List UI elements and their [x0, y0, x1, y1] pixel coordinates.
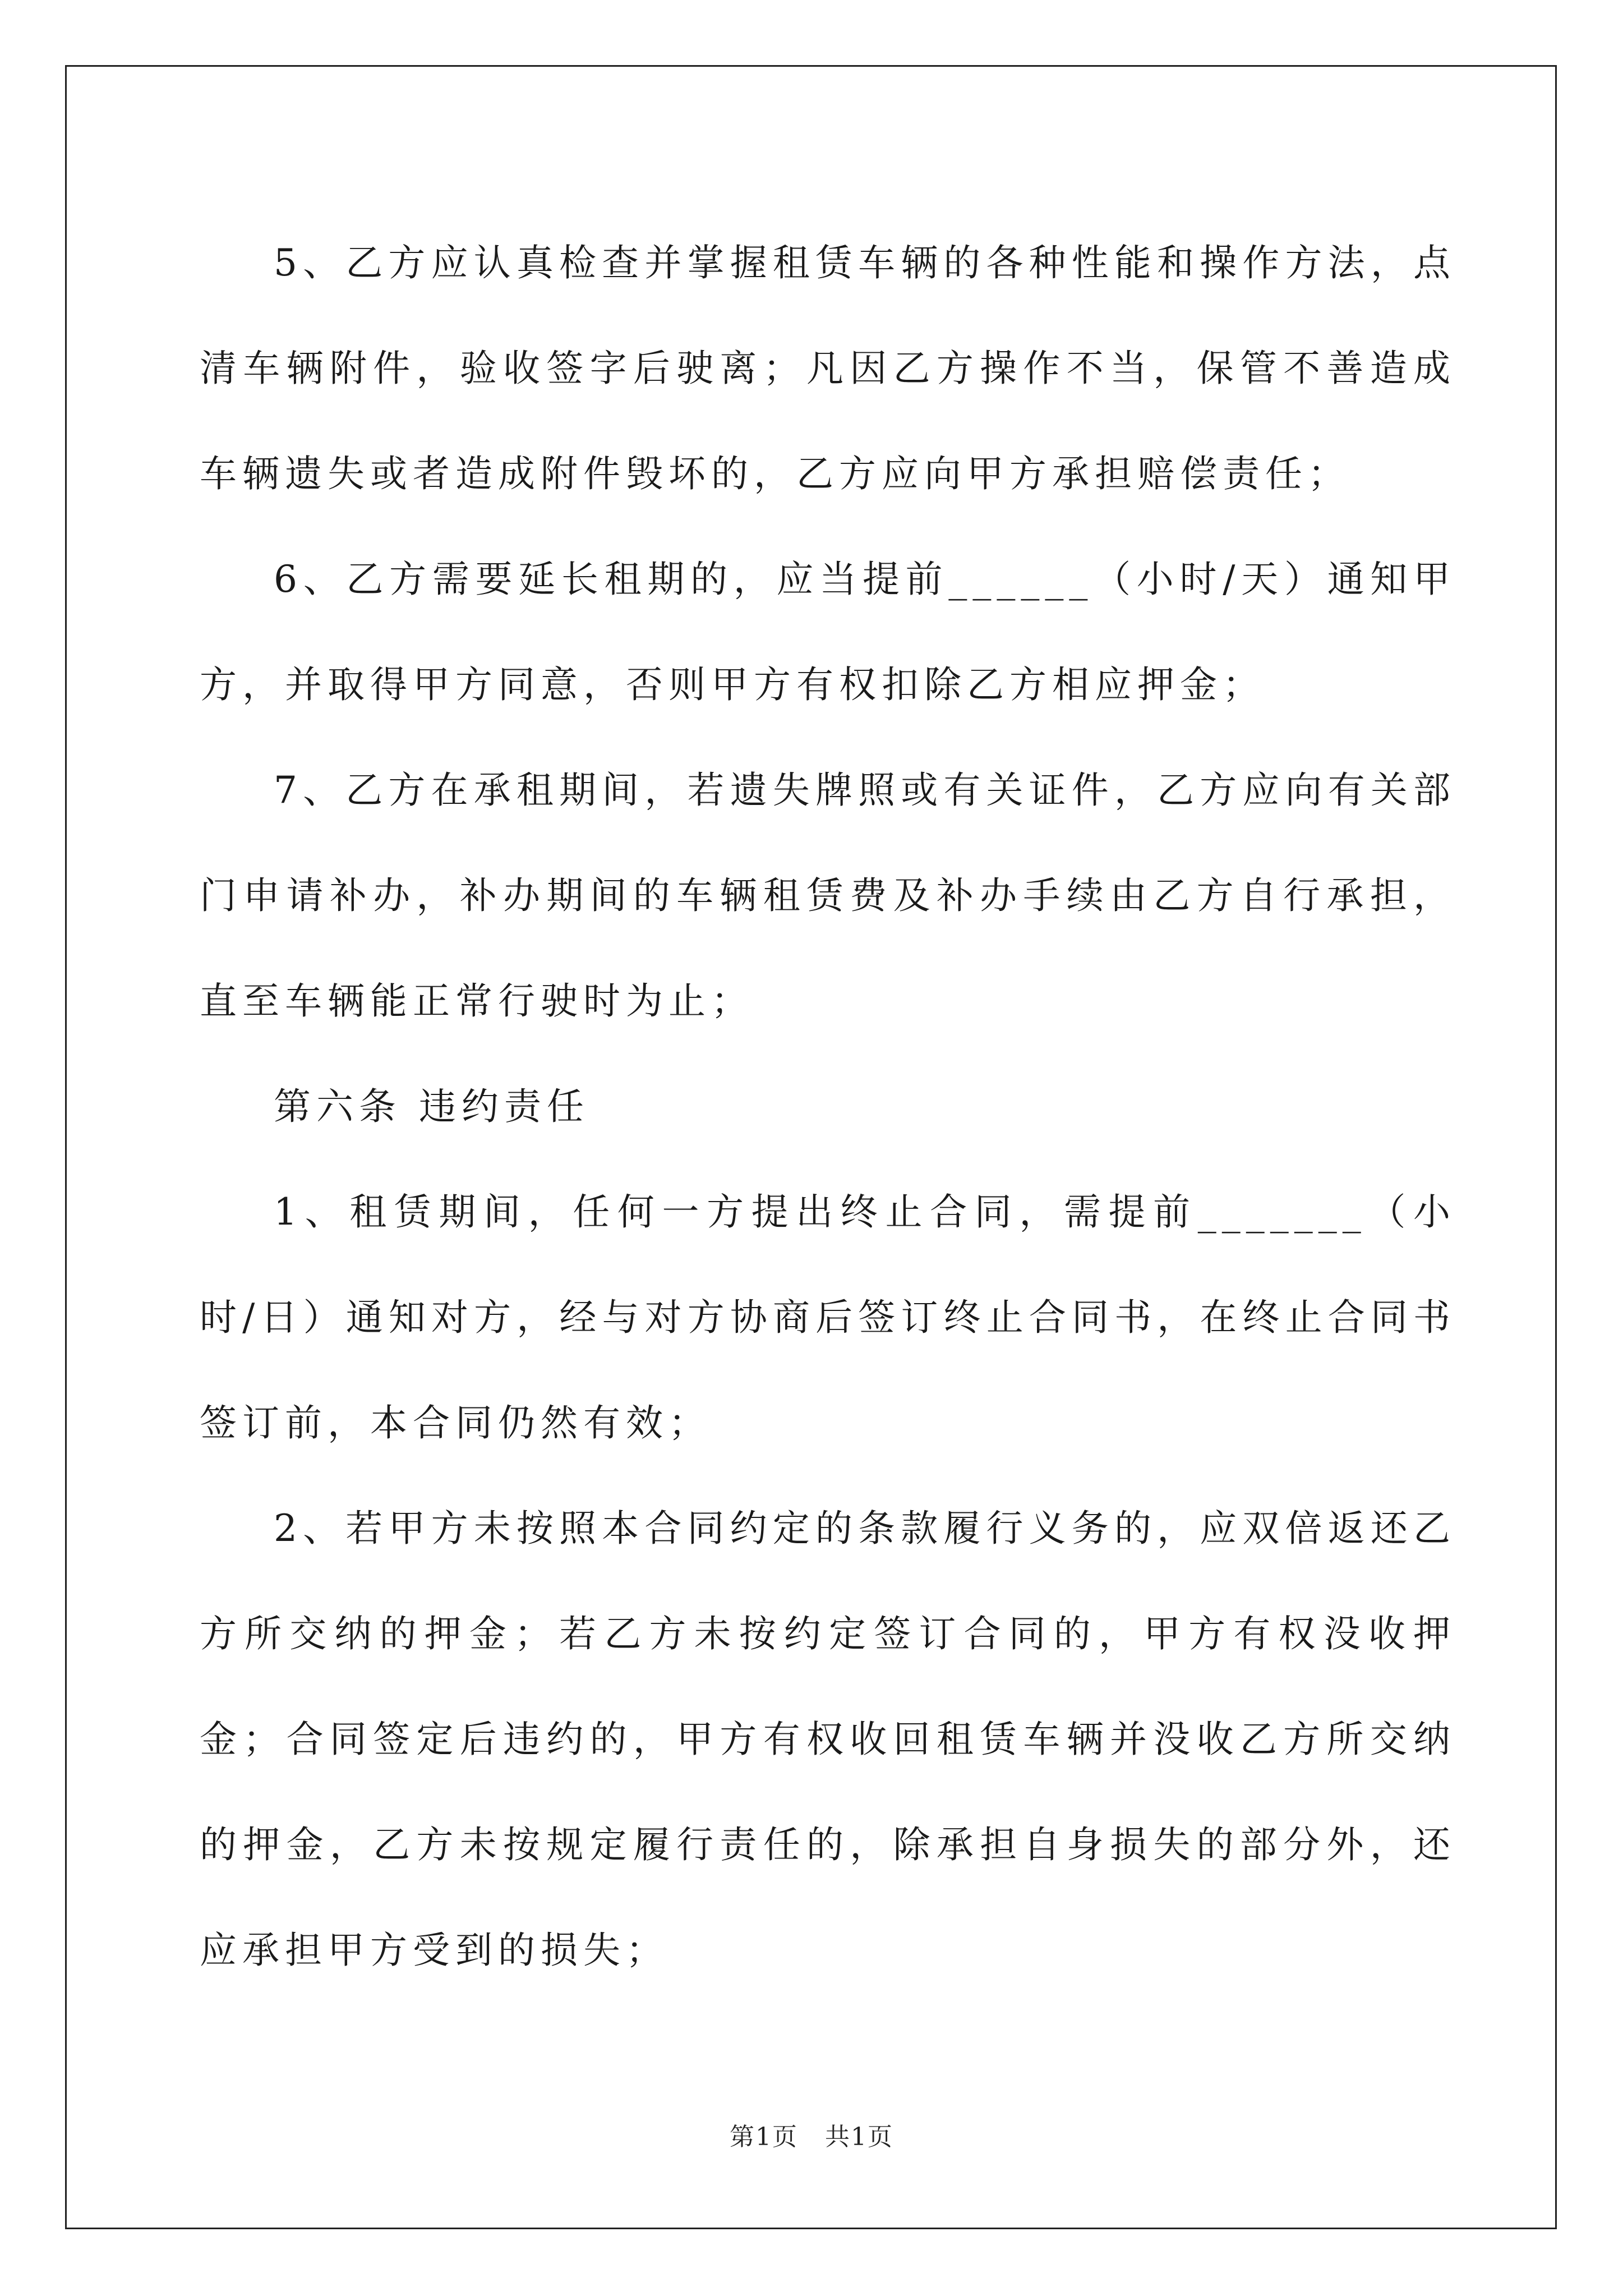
paragraph-breach-2: 2、若甲方未按照本合同约定的条款履行义务的，应双倍返还乙方所交纳的押金；若乙方未按约定签订合同的，甲方有权没收押金；合同签定后违约的，甲方有权收回租赁车辆并没收乙方所交纳的押金，乙方未按规定履行责任的，除承担自身损失的部分外，还应承担甲方受到的损失；: [200, 1507, 1456, 1972]
paragraph-clause-7: 7、乙方在承租期间，若遗失牌照或有关证件，乙方应向有关部门申请补办，补办期间的车辆租赁费及补办手续由乙方自行承担，直至车辆能正常行驶时为止；: [200, 769, 1456, 1023]
section-heading: 第六条 违约责任: [274, 1085, 589, 1128]
paragraph-clause-6: 6、乙方需要延长租期的，应当提前______（小时/天）通知甲方，并取得甲方同意，否则甲方有权扣除乙方相应押金；: [200, 558, 1456, 706]
document-body: [200, 210, 1456, 2003]
paragraph-clause-5: 5、乙方应认真检查并掌握租赁车辆的各种性能和操作方法，点清车辆附件，验收签字后驶离；凡因乙方操作不当，保管不善造成车辆遗失或者造成附件毁坏的，乙方应向甲方承担赔偿责任；: [200, 241, 1456, 495]
page-number-footer: 第1页 共1页: [730, 2123, 893, 2151]
paragraph-breach-1: 1、租赁期间，任何一方提出终止合同，需提前_______（小时/日）通知对方，经与对方协商后签订终止合同书，在终止合同书签订前，本合同仍然有效；: [200, 1190, 1456, 1444]
